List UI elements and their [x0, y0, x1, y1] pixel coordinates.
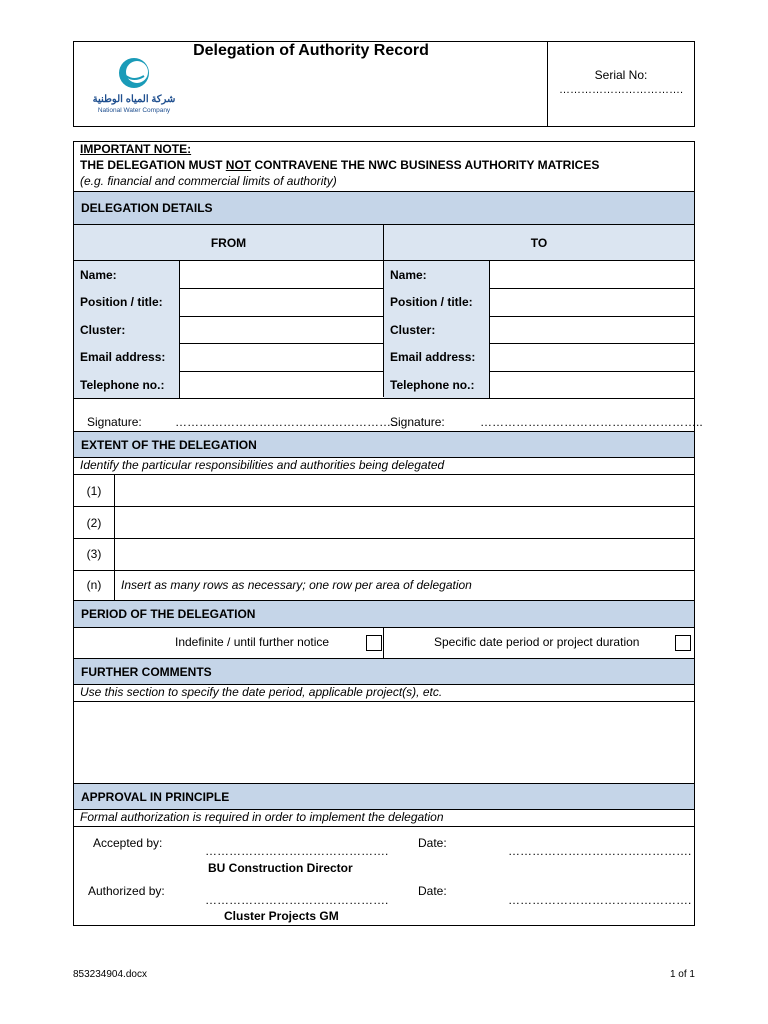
authorized-by-role: Cluster Projects GM [224, 909, 339, 923]
from-field-label: Name: [74, 261, 179, 288]
from-header: FROM [74, 225, 383, 260]
logo-english-text: National Water Company [97, 107, 171, 114]
period-option-specific-label: Specific date period or project duration [434, 635, 640, 649]
to-field-label: Email address: [384, 343, 489, 371]
to-field-label: Name: [384, 261, 489, 288]
from-field-label: Cluster: [74, 316, 179, 343]
from-field-label: Position / title: [74, 288, 179, 316]
extent-row-number: (2) [86, 515, 102, 530]
to-field-input[interactable] [490, 371, 694, 398]
note-line1-pre: THE DELEGATION MUST [80, 158, 226, 172]
note-line1-not: NOT [225, 158, 252, 172]
extent-row-text[interactable]: Insert as many rows as necessary; one row per area of delegation [121, 578, 472, 592]
field-divider [179, 370, 180, 398]
note-line1 [80, 158, 599, 172]
accepted-by-field[interactable]: ………………………………………. [205, 844, 389, 858]
comments-textarea[interactable] [74, 702, 694, 783]
company-logo [88, 56, 180, 118]
field-divider [489, 287, 490, 316]
note-line1-post: CONTRAVENE THE NWC BUSINESS AUTHORITY MATRICES [251, 158, 600, 172]
field-divider [489, 342, 490, 371]
from-field-input[interactable] [180, 371, 383, 398]
specific-period-checkbox[interactable] [675, 635, 691, 651]
extent-row-number: (1) [86, 483, 102, 498]
to-header: TO [384, 225, 694, 260]
field-divider [179, 315, 180, 343]
field-divider [489, 370, 490, 398]
extent-divider [114, 475, 115, 506]
from-field-input[interactable] [180, 343, 383, 371]
field-divider [489, 260, 490, 288]
extent-divider [114, 538, 115, 570]
authorized-date-field[interactable]: ………………………………………. [508, 893, 692, 907]
from-signature-label: Signature: [87, 415, 142, 429]
extent-row-text[interactable] [116, 507, 692, 538]
from-field-input[interactable] [180, 288, 383, 316]
footer-page-number: 1 of 1 [669, 969, 695, 980]
from-signature-field[interactable]: ……………………………………………….. [175, 415, 398, 429]
field-divider [179, 260, 180, 288]
accepted-by-label: Accepted by: [93, 836, 163, 850]
extent-row-number: (3) [86, 547, 102, 561]
to-field-input[interactable] [490, 316, 694, 343]
to-field-label: Telephone no.: [384, 371, 489, 398]
serial-label: Serial No: [594, 68, 648, 82]
from-field-label: Email address: [74, 343, 179, 371]
extent-row-text[interactable] [116, 538, 692, 570]
field-divider [179, 342, 180, 371]
to-field-label: Cluster: [384, 316, 489, 343]
extent-divider [114, 507, 115, 538]
to-field-input[interactable] [490, 261, 694, 288]
period-divider [383, 628, 384, 659]
from-field-input[interactable] [180, 316, 383, 343]
logo-arabic-text: شركة المياه الوطنية [92, 94, 176, 105]
section-approval: APPROVAL IN PRINCIPLE [74, 783, 694, 810]
to-field-input[interactable] [490, 288, 694, 316]
approval-instruction: Formal authorization is required in order to implement the delegation [80, 810, 444, 824]
authorized-by-field[interactable]: ………………………………………. [205, 893, 389, 907]
serial-field[interactable]: ……………………………. [558, 84, 684, 96]
note-heading: IMPORTANT NOTE: [80, 142, 192, 156]
extent-instruction: Identify the particular responsibilities and authorities being delegated [80, 458, 445, 472]
footer-filename: 853234904.docx [73, 969, 147, 980]
period-option-indefinite-label: Indefinite / until further notice [175, 635, 330, 649]
field-divider [489, 315, 490, 343]
from-field-label: Telephone no.: [74, 371, 179, 398]
from-field-input[interactable] [180, 261, 383, 288]
to-field-input[interactable] [490, 343, 694, 371]
authorized-by-label: Authorized by: [88, 884, 165, 898]
note-line2: (e.g. financial and commercial limits of authority) [80, 174, 337, 188]
to-field-label: Position / title: [384, 288, 489, 316]
accepted-date-label: Date: [418, 836, 447, 850]
approval-rule [74, 826, 694, 827]
to-signature-field[interactable]: ……………………………………………….. [480, 415, 703, 429]
section-extent: EXTENT OF THE DELEGATION [74, 431, 694, 458]
page-title: Delegation of Authority Record [193, 42, 429, 59]
section-period: PERIOD OF THE DELEGATION [74, 600, 694, 628]
extent-row-text[interactable] [116, 475, 692, 506]
section-comments: FURTHER COMMENTS [74, 658, 694, 685]
extent-divider [114, 570, 115, 600]
extent-row-number: (n) [86, 578, 102, 592]
section-delegation-details: DELEGATION DETAILS [74, 191, 694, 225]
indefinite-checkbox[interactable] [366, 635, 382, 651]
accepted-by-role: BU Construction Director [208, 861, 353, 875]
field-row-rule [74, 398, 694, 399]
comments-instruction: Use this section to specify the date period, applicable project(s), etc. [80, 685, 443, 699]
to-signature-label: Signature: [390, 415, 445, 429]
field-divider [179, 287, 180, 316]
authorized-date-label: Date: [418, 884, 447, 898]
accepted-date-field[interactable]: ………………………………………. [508, 844, 692, 858]
